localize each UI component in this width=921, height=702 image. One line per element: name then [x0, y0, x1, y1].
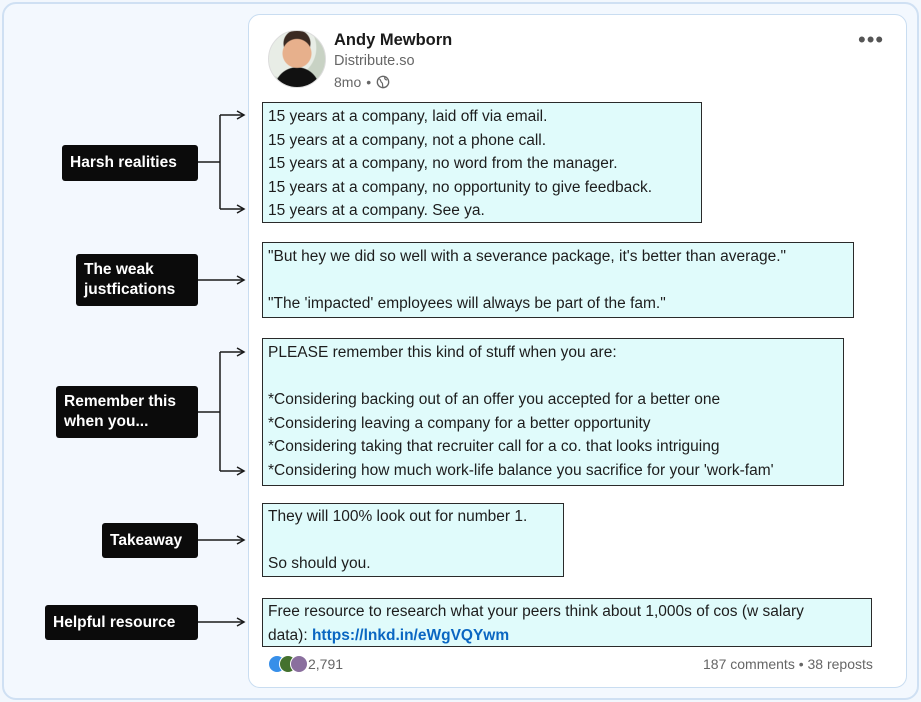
- resource-prefix: data):: [268, 626, 312, 644]
- label-harsh-realities: Harsh realities: [62, 145, 198, 181]
- reaction-icons: [268, 655, 316, 673]
- remember-intro: PLEASE remember this kind of stuff when you are:: [268, 344, 617, 361]
- resource-line: Free resource to research what your peers think about 1,000s of cos (w salary: [268, 603, 804, 620]
- harsh-line: 15 years at a company, no opportunity to give feedback.: [268, 178, 653, 196]
- harsh-line: 15 years at a company. See ya.: [268, 202, 485, 219]
- weak-line: "But hey we did so well with a severance package, it's better than average.": [268, 248, 787, 265]
- harsh-line: 15 years at a company, not a phone call.: [268, 131, 547, 149]
- weak-line: "The 'impacted' employees will always be part of the fam.": [268, 295, 666, 312]
- author-subtitle: Distribute.so: [334, 53, 415, 69]
- harsh-line: 15 years at a company, no word from the manager.: [268, 155, 618, 172]
- label-remember: Remember this when you...: [56, 386, 198, 438]
- harsh-line: 15 years at a company, laid off via email.: [268, 108, 548, 125]
- remember-item: *Considering how much work-life balance you sacrifice for your 'work-fam': [268, 461, 774, 479]
- reactions-summary[interactable]: [268, 655, 343, 673]
- takeaway-line: They will 100% look out for number 1.: [268, 508, 528, 525]
- stats-separator: •: [798, 656, 804, 672]
- label-takeaway: Takeaway: [102, 523, 198, 558]
- label-helpful-resource: Helpful resource: [45, 605, 198, 640]
- more-options-icon[interactable]: •••: [858, 27, 885, 52]
- reposts-count[interactable]: 38 reposts: [807, 656, 873, 672]
- resource-link[interactable]: https://lnkd.in/eWgVQYwm: [311, 626, 510, 644]
- remember-item: *Considering backing out of an offer you accepted for a better one: [268, 391, 721, 408]
- takeaway-line: So should you.: [268, 555, 371, 572]
- remember-item: *Considering taking that recruiter call for a co. that looks intriguing: [268, 438, 720, 455]
- comments-count[interactable]: 187 comments: [703, 656, 795, 672]
- post-stats: [703, 656, 873, 672]
- post-time: 8mo: [334, 74, 362, 90]
- reaction-count[interactable]: 2,791: [308, 656, 344, 672]
- remember-item: *Considering leaving a company for a better opportunity: [268, 414, 651, 432]
- time-separator: •: [366, 74, 372, 90]
- love-reaction-icon: [290, 655, 308, 673]
- label-weak-justifications: The weak justfications: [76, 254, 198, 306]
- author-name[interactable]: Andy Mewborn: [334, 31, 453, 49]
